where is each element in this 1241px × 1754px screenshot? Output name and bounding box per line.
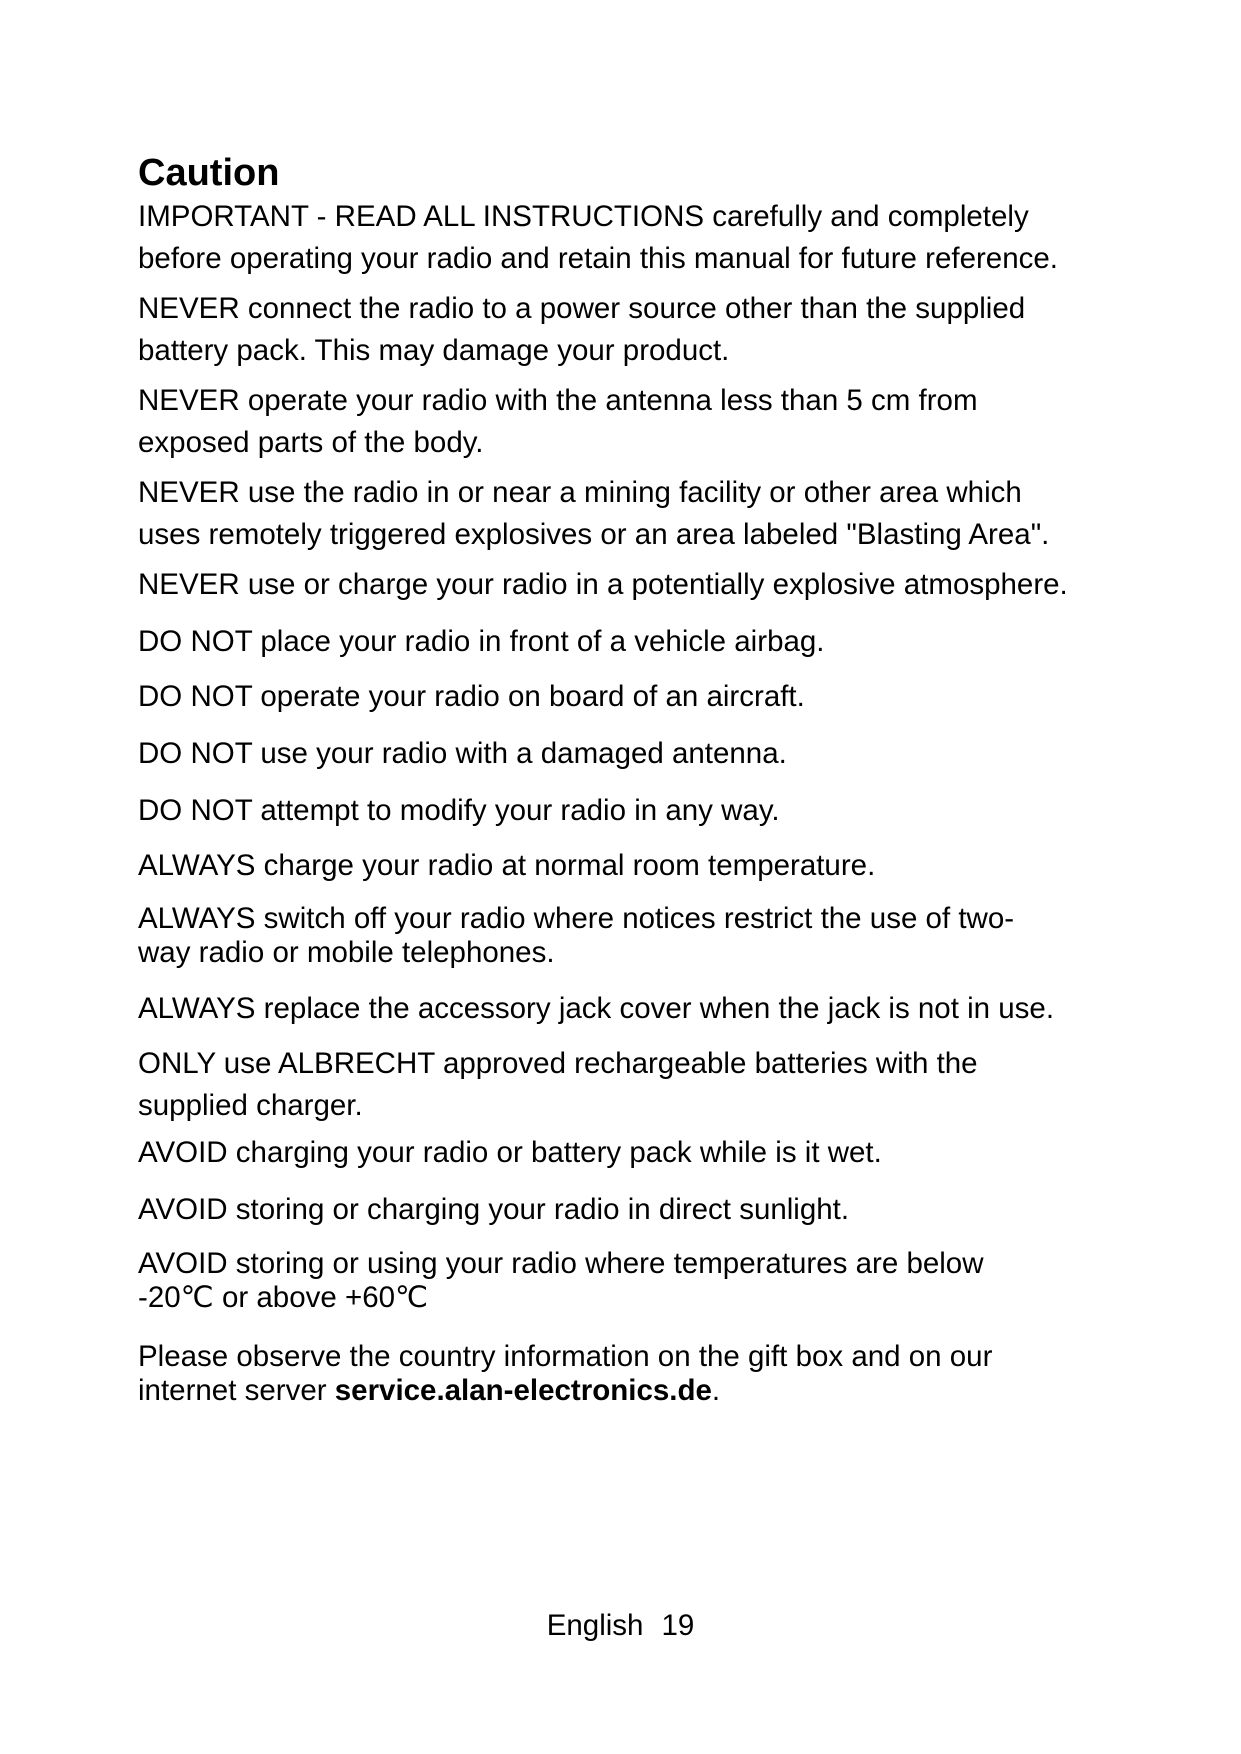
caution-item-10: ALWAYS switch off your radio where notices restrict the use of two- way radio or mobile telephones.	[138, 902, 1015, 969]
caution-item-4: NEVER use or charge your radio in a potentially explosive atmosphere.	[138, 568, 1068, 601]
footer-language: English	[546, 1609, 644, 1642]
caution-item-11: ALWAYS replace the accessory jack cover when the jack is not in use.	[138, 992, 1055, 1025]
intro-paragraph: IMPORTANT - READ ALL INSTRUCTIONS carefully and completely before operating your radio and retain this manual for future reference.	[138, 200, 1058, 275]
closing-text: Please observe the country information on the gift box and on our internet server	[138, 1340, 993, 1407]
caution-item-13: AVOID charging your radio or battery pack while is it wet.	[138, 1136, 882, 1169]
closing-paragraph	[138, 1340, 1138, 1408]
caution-item-1: NEVER connect the radio to a power source other than the supplied battery pack. This may damage your product.	[138, 292, 1026, 367]
caution-item-2: NEVER operate your radio with the antenna less than 5 cm from exposed parts of the body.	[138, 384, 978, 459]
page-number: 19	[661, 1609, 695, 1642]
caution-item-9: ALWAYS charge your radio at normal room temperature.	[138, 849, 876, 882]
caution-item-8: DO NOT attempt to modify your radio in any way.	[138, 794, 780, 827]
caution-item-3: NEVER use the radio in or near a mining facility or other area which uses remotely triggered explosives or an area labeled "Blasting Area".	[138, 476, 1050, 551]
caution-item-15: AVOID storing or using your radio where temperatures are below -20℃ or above +60℃	[138, 1247, 984, 1314]
caution-item-12: ONLY use ALBRECHT approved rechargeable batteries with the supplied charger.	[138, 1047, 978, 1122]
caution-item-7: DO NOT use your radio with a damaged antenna.	[138, 737, 787, 770]
caution-item-5: DO NOT place your radio in front of a vehicle airbag.	[138, 625, 825, 658]
caution-item-14: AVOID storing or charging your radio in direct sunlight.	[138, 1193, 850, 1226]
service-link[interactable]: service.alan-electronics.de	[334, 1374, 712, 1407]
caution-item-6: DO NOT operate your radio on board of an aircraft.	[138, 680, 805, 713]
closing-end: .	[711, 1374, 721, 1407]
page-title: Caution	[138, 152, 280, 194]
page-footer	[0, 1608, 1241, 1644]
